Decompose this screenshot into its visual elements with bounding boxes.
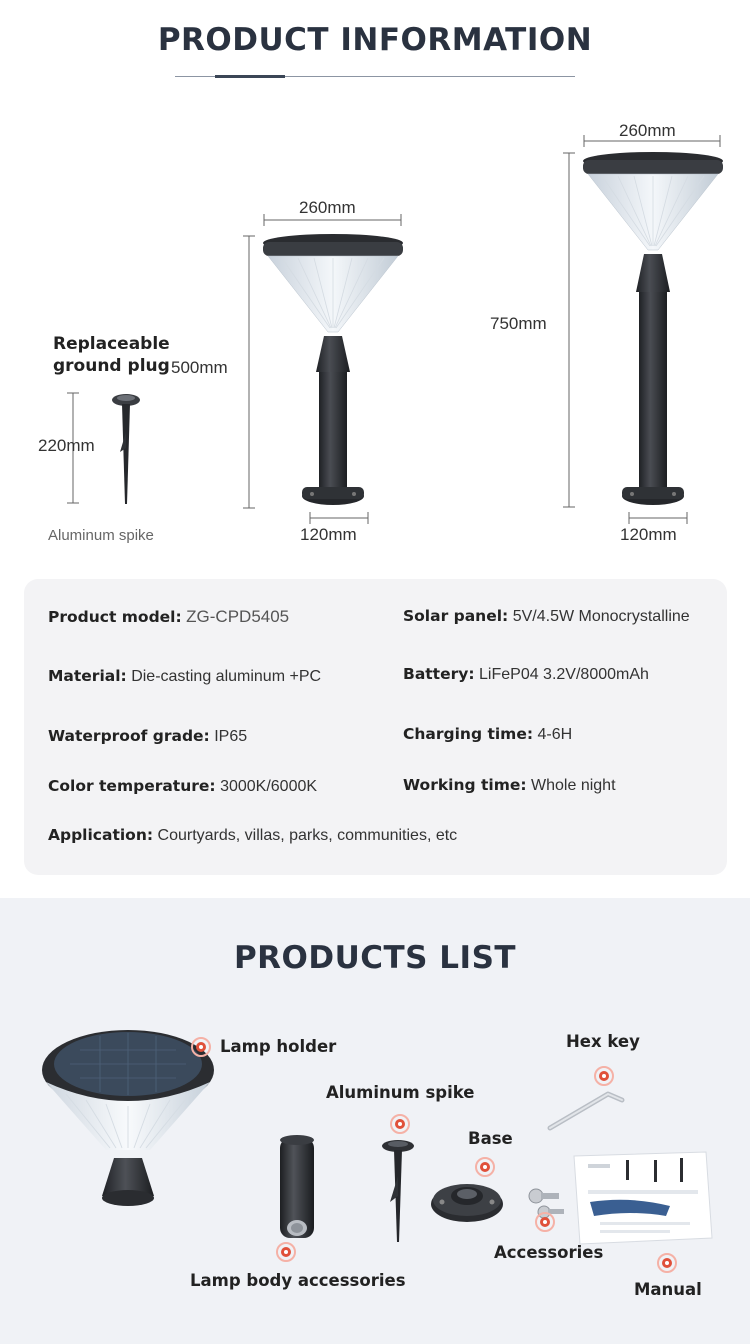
manual-label: Manual: [634, 1280, 702, 1299]
manual-marker-icon: [657, 1253, 677, 1273]
tall-lamp-width: 260mm: [619, 121, 676, 140]
spec-color-temp-value: 3000K/6000K: [220, 778, 318, 795]
spec-solar: [403, 607, 690, 626]
hex-key-label: Hex key: [566, 1032, 640, 1051]
accessories-label: Accessories: [494, 1243, 604, 1262]
spec-battery-key: Battery:: [403, 665, 475, 683]
spec-model-key: Product model:: [48, 608, 182, 626]
spike-illustration: [108, 392, 144, 504]
spec-color-temp: [48, 777, 317, 796]
spec-battery-value: LiFeP04 3.2V/8000mAh: [479, 666, 649, 683]
spec-waterproof: [48, 727, 247, 746]
spec-waterproof-key: Waterproof grade:: [48, 727, 210, 745]
aluminum-spike-marker-icon: [390, 1114, 410, 1134]
spec-panel: [24, 579, 727, 875]
products-list-title: PRODUCTS LIST: [233, 940, 517, 976]
base-label: Base: [468, 1129, 513, 1148]
spec-waterproof-value: IP65: [214, 728, 248, 745]
spec-charging-key: Charging time:: [403, 725, 534, 743]
spec-solar-value: 5V/4.5W Monocrystalline: [512, 608, 690, 625]
hex-key-illustration: [546, 1084, 630, 1134]
spec-color-temp-key: Color temperature:: [48, 777, 216, 795]
aluminum-spike-label: Aluminum spike: [326, 1083, 475, 1102]
spike-label-line2: ground plug: [53, 356, 170, 376]
spec-application-value: Courtyards, villas, parks, communities, etc: [157, 827, 458, 844]
lamp-body-label: Lamp body accessories: [190, 1271, 406, 1290]
lamp-body-marker-icon: [276, 1242, 296, 1262]
tall-lamp-illustration: [582, 150, 724, 508]
spec-model-value: ZG-CPD5405: [186, 607, 290, 626]
product-information-title: PRODUCT INFORMATION: [157, 22, 593, 58]
short-lamp-width: 260mm: [299, 198, 356, 217]
spec-battery: [403, 665, 649, 684]
tall-lamp-height: 750mm: [490, 314, 547, 333]
spike-caption: Aluminum spike: [48, 527, 154, 544]
lamp-holder-illustration: [40, 1020, 216, 1220]
manual-illustration: [570, 1150, 716, 1248]
short-lamp-height: 500mm: [171, 358, 228, 377]
spec-application: [48, 826, 457, 845]
spec-solar-key: Solar panel:: [403, 607, 509, 625]
short-lamp-base: 120mm: [300, 525, 357, 544]
tall-lamp-base: 120mm: [620, 525, 677, 544]
spec-charging-value: 4-6H: [537, 726, 573, 743]
spike-length: 220mm: [38, 436, 95, 455]
spike-label-line1: Replaceable: [53, 334, 170, 354]
spec-working: [403, 776, 616, 795]
base-illustration: [430, 1176, 504, 1224]
hex-key-marker-icon: [594, 1066, 614, 1086]
spec-material: [48, 667, 321, 686]
spec-model: [48, 607, 289, 627]
spec-application-key: Application:: [48, 826, 154, 844]
spec-working-key: Working time:: [403, 776, 527, 794]
spec-material-key: Material:: [48, 667, 127, 685]
lamp-holder-marker-icon: [191, 1037, 211, 1057]
lamp-holder-label: Lamp holder: [220, 1037, 337, 1056]
aluminum-spike-illustration: [378, 1136, 418, 1246]
lamp-body-illustration: [276, 1134, 320, 1244]
short-lamp-illustration: [262, 232, 404, 508]
base-marker-icon: [475, 1157, 495, 1177]
accessories-marker-icon: [535, 1212, 555, 1232]
spec-working-value: Whole night: [531, 777, 616, 794]
spec-charging: [403, 725, 572, 744]
spec-material-value: Die-casting aluminum +PC: [131, 668, 322, 685]
